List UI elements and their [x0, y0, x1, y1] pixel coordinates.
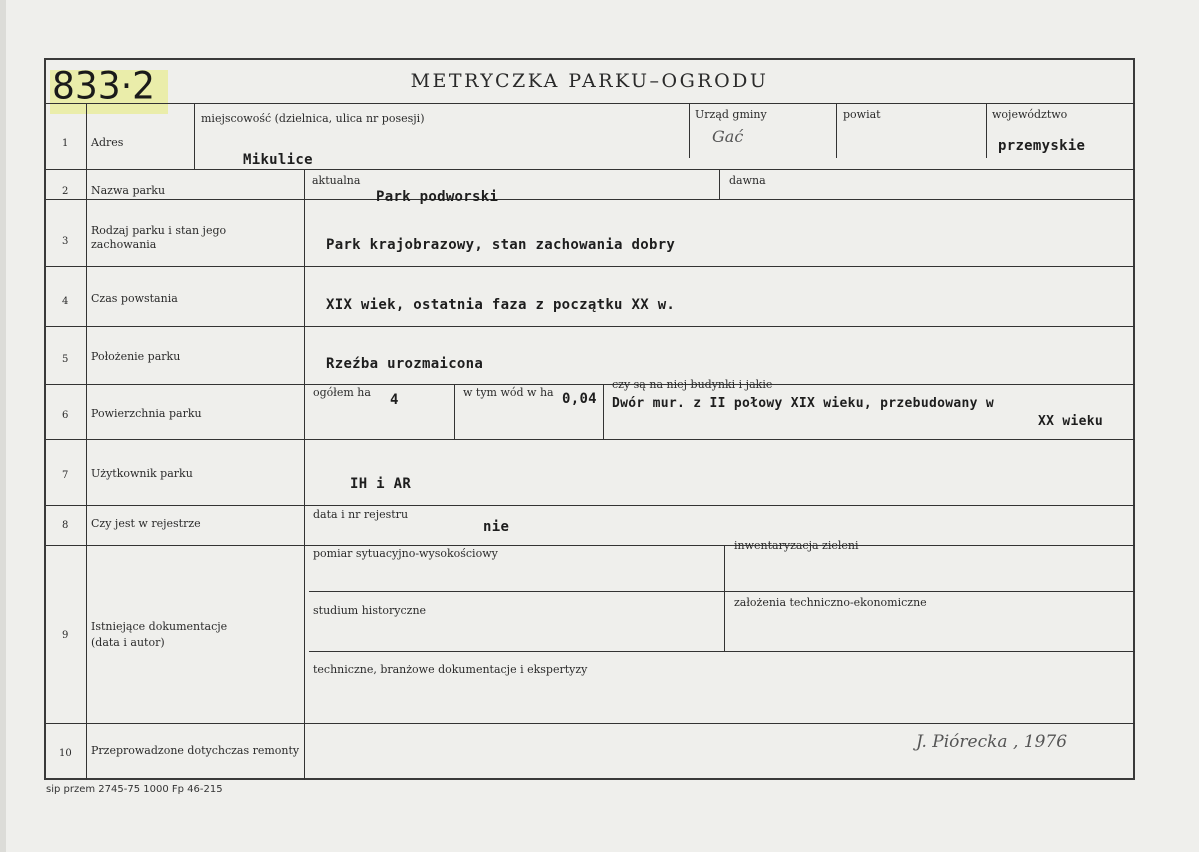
rule: [194, 103, 195, 169]
rule: [46, 439, 1135, 440]
rule: [719, 169, 720, 199]
label-park-type: Rodzaj parku i stan jego zachowania: [91, 224, 227, 251]
value-buildings-line-2: XX wieku: [1038, 414, 1104, 429]
rule: [46, 266, 1135, 267]
rule: [46, 103, 1135, 104]
sublabel-water-area: w tym wód w ha: [463, 386, 554, 399]
label-documentation-note: (data i autor): [91, 636, 165, 649]
sublabel-former-name: dawna: [729, 174, 766, 187]
rule: [46, 505, 1135, 506]
rule: [46, 384, 1135, 385]
value-park-type: Park krajobrazowy, stan zachowania dobry: [326, 237, 676, 253]
sublabel-location: miejscowość (dzielnica, ulica nr posesji): [201, 112, 425, 125]
row-number: 2: [62, 186, 69, 197]
label-area: Powierzchnia parku: [91, 407, 202, 420]
label-location: Położenie parku: [91, 350, 181, 363]
sublabel-technical-docs: techniczne, branżowe dokumentacje i ekspertyzy: [313, 663, 588, 676]
row-number: 6: [62, 410, 69, 421]
label-renovations: Przeprowadzone dotychczas remonty: [91, 744, 300, 757]
sublabel-survey: pomiar sytuacyjno-wysokościowy: [313, 547, 498, 560]
value-buildings-line-1: Dwór mur. z II połowy XIX wieku, przebudowany w: [612, 396, 994, 411]
label-address: Adres: [91, 136, 124, 149]
sublabel-voivodeship: województwo: [992, 108, 1068, 121]
row-number: 4: [62, 296, 69, 307]
rule: [46, 199, 1135, 200]
rule: [86, 103, 87, 780]
print-footer: sip przem 2745-75 1000 Fp 46-215: [46, 784, 223, 795]
rule: [46, 326, 1135, 327]
rule: [836, 103, 837, 158]
row-number: 8: [62, 520, 69, 531]
rule: [454, 384, 455, 439]
rule: [603, 384, 604, 439]
inventory-number: 833·2: [52, 64, 156, 109]
value-current-name: Park podworski: [376, 189, 499, 205]
sublabel-greenery-inventory: inwentaryzacja zieleni: [734, 539, 859, 552]
label-documentation: Istniejące dokumentacje: [91, 620, 228, 633]
rule: [986, 103, 987, 158]
label-park-user: Użytkownik parku: [91, 467, 193, 480]
label-creation-time: Czas powstania: [91, 292, 178, 305]
row-number: 7: [62, 470, 69, 481]
row-number: 1: [62, 138, 69, 149]
value-park-user: IH i AR: [350, 476, 412, 492]
label-in-register: Czy jest w rejestrze: [91, 517, 201, 530]
row-number: 5: [62, 354, 69, 365]
rule: [689, 103, 690, 158]
row-number: 9: [62, 630, 69, 641]
sublabel-powiat: powiat: [843, 108, 881, 121]
label-park-name: Nazwa parku: [91, 184, 166, 197]
sublabel-register: data i nr rejestru: [313, 508, 409, 521]
sublabel-historical-study: studium historyczne: [313, 604, 427, 617]
rule: [46, 169, 1135, 170]
rule: [724, 545, 725, 651]
sublabel-tech-econ: założenia techniczno-ekonomiczne: [734, 596, 927, 609]
form-frame: [44, 58, 1135, 780]
value-location: Mikulice: [243, 152, 313, 168]
signature: J. Piórecka , 1976: [916, 732, 1068, 752]
sublabel-total-area: ogółem ha: [313, 386, 371, 399]
form-title: METRYCZKA PARKU–OGRODU: [410, 70, 769, 92]
rule: [309, 591, 1135, 592]
sublabel-gmina: Urząd gminy: [695, 108, 767, 121]
value-total-area: 4: [390, 392, 399, 408]
value-terrain: Rzeźba urozmaicona: [326, 356, 484, 372]
sublabel-current-name: aktualna: [312, 174, 361, 187]
row-number: 10: [59, 748, 72, 759]
value-voivodeship: przemyskie: [998, 138, 1086, 154]
rule: [309, 651, 1135, 652]
value-creation-time: XIX wiek, ostatnia faza z początku XX w.: [326, 297, 676, 313]
row-number: 3: [62, 236, 69, 247]
value-in-register: nie: [483, 519, 510, 535]
rule: [46, 723, 1135, 724]
rule: [46, 545, 1135, 546]
sublabel-buildings: czy są na niej budynki i jakie: [612, 378, 773, 391]
rule: [304, 169, 305, 780]
value-gmina: Gać: [712, 127, 744, 146]
value-water-area: 0,04: [562, 391, 597, 407]
